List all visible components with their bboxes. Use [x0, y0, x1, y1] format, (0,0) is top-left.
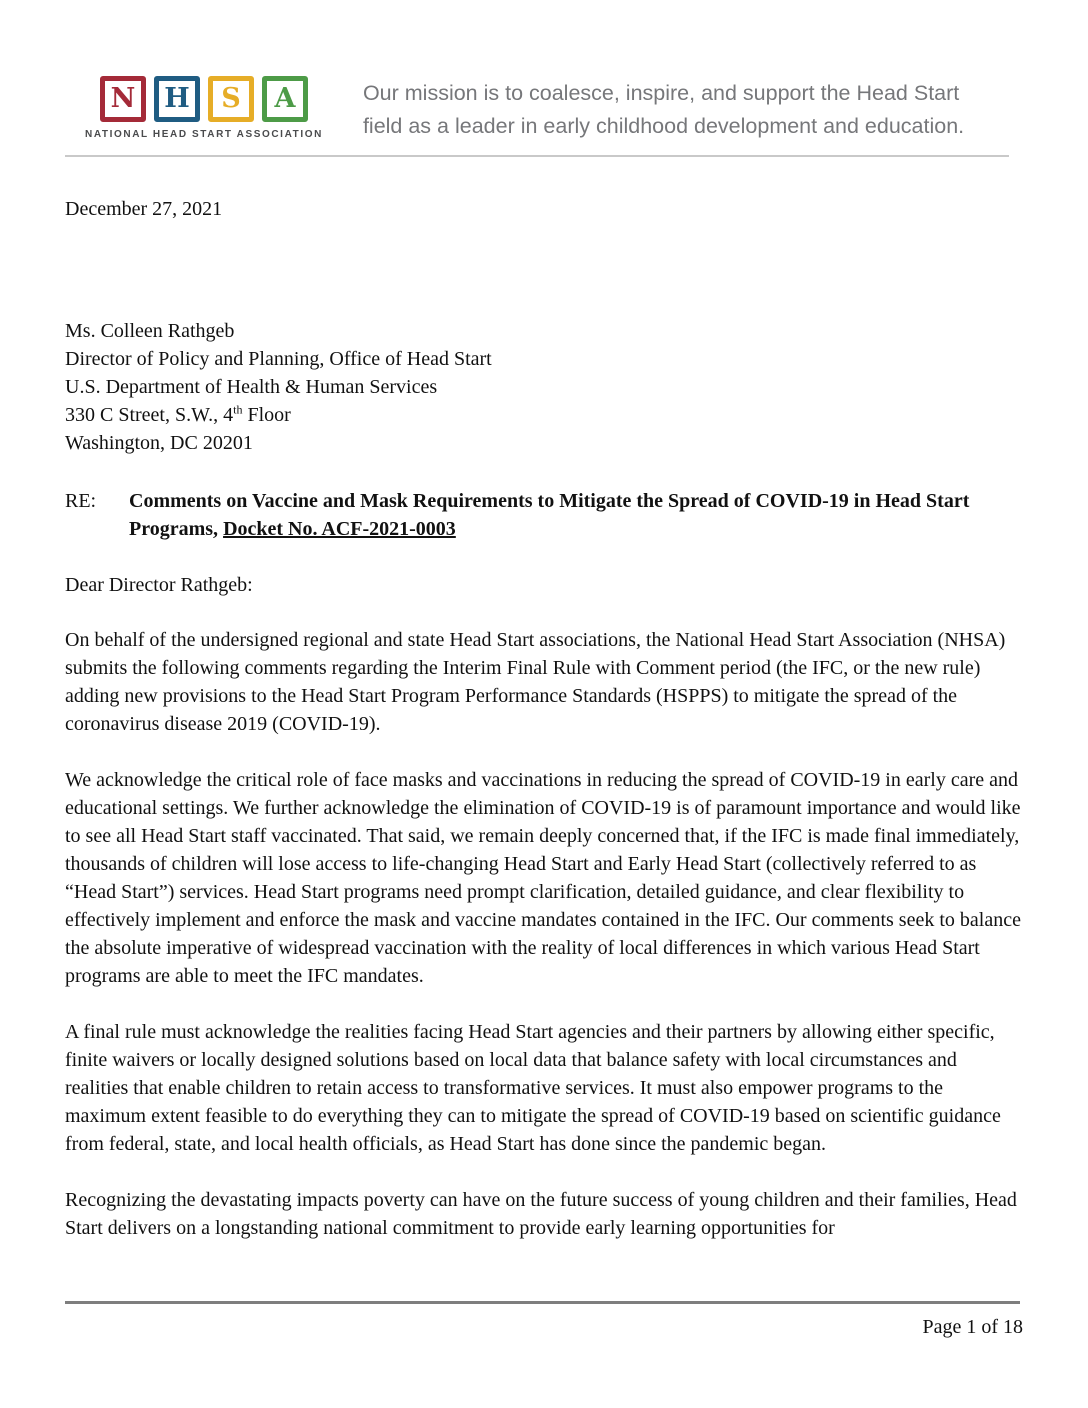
nhsa-logo	[85, 76, 323, 140]
re-label: RE:	[65, 490, 97, 512]
ordinal-suffix: th	[233, 402, 243, 417]
paragraph-1: On behalf of the undersigned regional and state Head Start associations, the National Head Start Association (NHSA) submits the following comments regarding the Interim Final Rule with Comment period (the IFC, or the new rule) adding new provisions to the Head Start Program Performance Standards (HSPPS) to mitigate the spread of the coronavirus disease 2019 (COVID-19).	[65, 629, 1006, 735]
logo-block-n: N	[100, 76, 146, 122]
paragraph-2: We acknowledge the critical role of face masks and vaccinations in reducing the spread of COVID-19 in early care and educational settings. We further acknowledge the elimination of COVID-19 is of paramount importance and would like to see all Head Start staff vaccinated. That said, we remain deeply concerned that, if the IFC is made final immediately, thousands of children will lose access to life-changing Head Start and Early Head Start (collectively referred to as “Head Start”) services. Head Start programs need prompt clarification, detailed guidance, and clear flexibility to effectively implement and enforce the mask and vaccine mandates contained in the IFC. Our comments seek to balance the absolute imperative of widespread vaccination with the reality of local differences in which various Head Start programs are able to meet the IFC mandates.	[65, 769, 1021, 987]
letter-body	[65, 195, 1023, 1270]
re-subject	[129, 487, 1023, 543]
page-number: Page 1 of 18	[922, 1316, 1023, 1338]
footer-divider	[65, 1301, 1020, 1304]
logo-block-s: S	[208, 76, 254, 122]
logo-block-a: A	[262, 76, 308, 122]
re-subject-text: Comments on Vaccine and Mask Requirements to Mitigate the Spread of COVID-19 in Head Start Programs,	[129, 490, 970, 540]
recipient-street: 330 C Street, S.W., 4th Floor	[65, 402, 291, 426]
logo-caption: NATIONAL HEAD START ASSOCIATION	[85, 129, 323, 140]
salutation: Dear Director Rathgeb:	[65, 574, 253, 596]
recipient-address	[65, 317, 1023, 457]
re-line	[65, 487, 1023, 543]
letterhead	[85, 76, 1023, 143]
nhsa-logo-blocks	[100, 76, 308, 122]
recipient-city: Washington, DC 20201	[65, 432, 253, 454]
docket-number: Docket No. ACF-2021-0003	[223, 518, 456, 540]
mission-line-1: Our mission is to coalesce, inspire, and support the Head Start	[362, 81, 960, 105]
recipient-name: Ms. Colleen Rathgeb	[65, 320, 235, 342]
paragraph-3: A final rule must acknowledge the realities facing Head Start agencies and their partners by allowing either specific, finite waivers or locally designed solutions based on local data that balance safety with local circumstances and realities that enable children to retain access to transformative services. It must also empower programs to the maximum extent feasible to do everything they can to mitigate the spread of COVID-19 based on scientific guidance from federal, state, and local health officials, as Head Start has done since the pandemic began.	[65, 1021, 1001, 1155]
letter-date: December 27, 2021	[65, 198, 223, 220]
mission-line-2: field as a leader in early childhood development and education.	[362, 114, 965, 138]
recipient-title: Director of Policy and Planning, Office of Head Start	[65, 348, 492, 370]
header-divider	[65, 155, 1009, 157]
logo-block-h: H	[154, 76, 200, 122]
recipient-agency: U.S. Department of Health & Human Services	[65, 376, 438, 398]
paragraph-4: Recognizing the devastating impacts poverty can have on the future success of young children and their families, Head Start delivers on a longstanding national commitment to provide early learning opportunities for	[65, 1189, 1017, 1239]
mission-statement	[363, 76, 964, 143]
